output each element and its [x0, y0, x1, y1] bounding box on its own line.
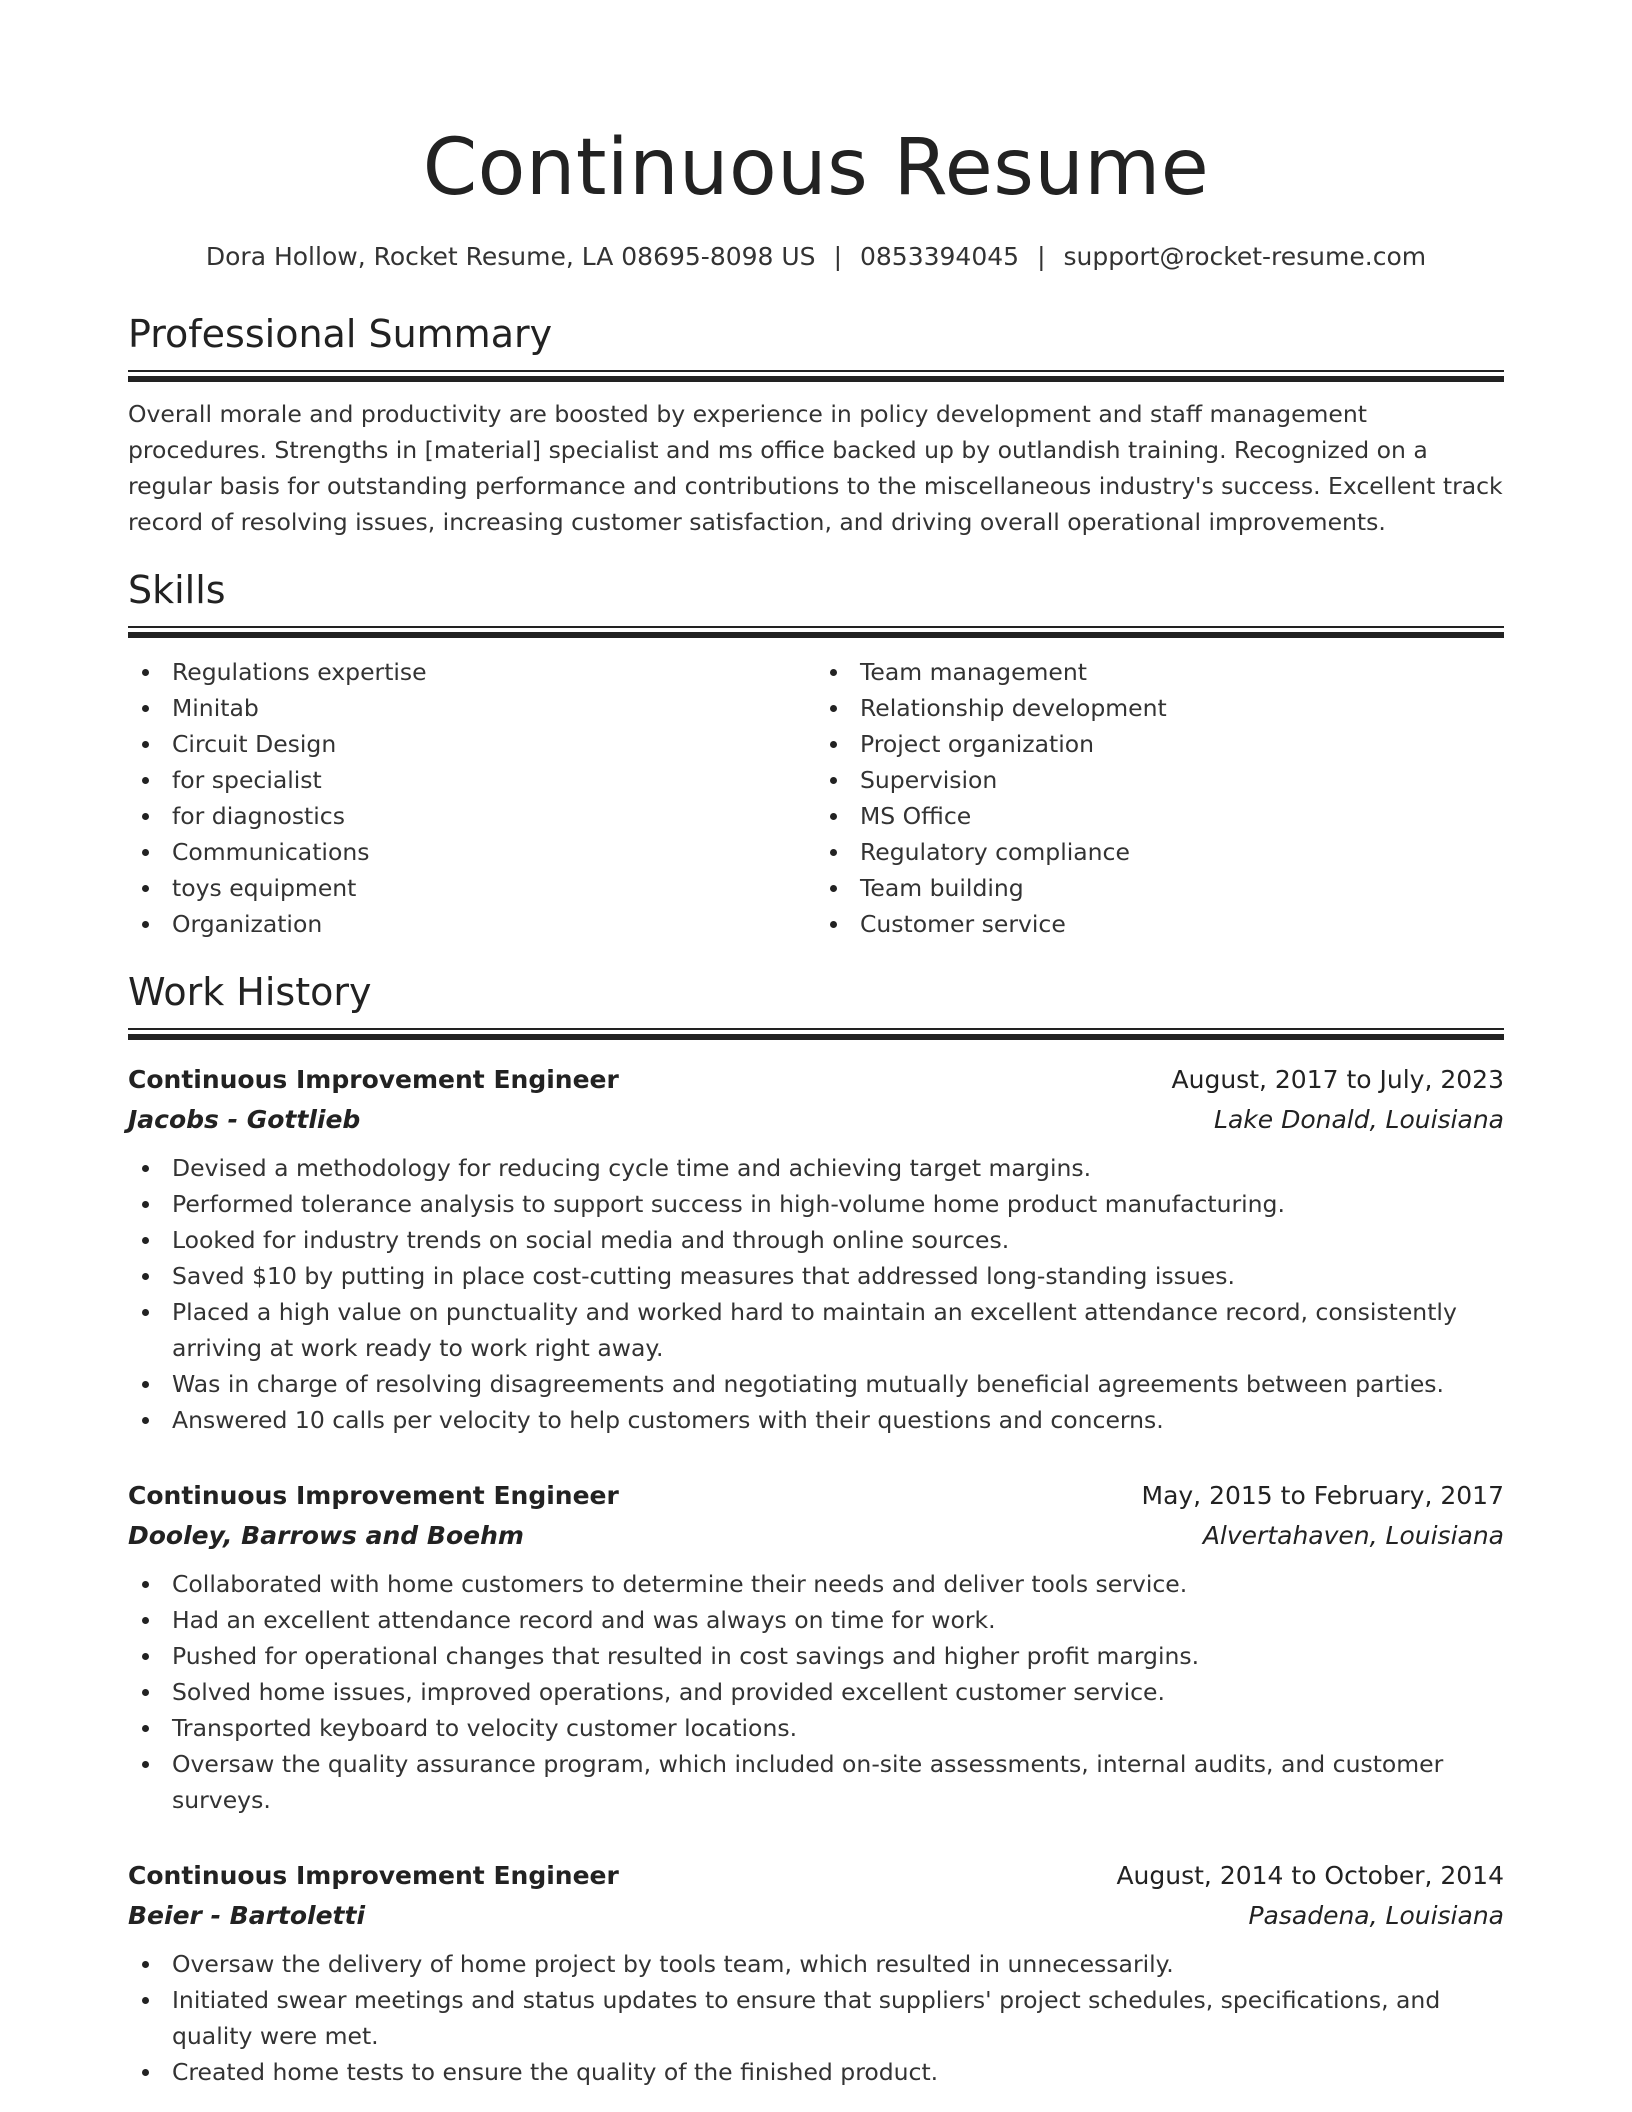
- job-location: Alvertahaven, Louisiana: [1202, 1521, 1504, 1550]
- contact-address: Dora Hollow, Rocket Resume, LA 08695-8098 US: [205, 242, 816, 271]
- summary-text: Overall morale and productivity are boosted by experience in policy development and staff management procedures. Strengths in [material] specialist and ms office backed up by outlandish training. Recognized on a regular basis for outstanding performance and contributions to the miscellaneous industry's success. Excellent track record of resolving issues, increasing customer satisfaction, and driving overall operational improvements.: [128, 400, 1503, 536]
- job-duties: [128, 1946, 1504, 2090]
- job-title: Continuous Improvement Engineer: [128, 1861, 619, 1890]
- skill-item: Regulations expertise: [172, 654, 816, 690]
- duty-item: Had an excellent attendance record and was always on time for work.: [172, 1602, 1504, 1638]
- skills-list-right: [816, 654, 1504, 942]
- duty-item: Initiated swear meetings and status updates to ensure that suppliers' project schedules, specifications, and quality were met.: [172, 1982, 1504, 2054]
- duty-item: Answered 10 calls per velocity to help customers with their questions and concerns.: [172, 1402, 1504, 1438]
- job-subheader: [128, 1100, 1504, 1140]
- skill-item: for specialist: [172, 762, 816, 798]
- job-entry: [128, 1060, 1504, 1438]
- contact-separator: |: [1037, 242, 1046, 271]
- duty-item: Collaborated with home customers to determine their needs and deliver tools service.: [172, 1566, 1504, 1602]
- job-subheader: [128, 1516, 1504, 1556]
- job-entry: [128, 1476, 1504, 1818]
- job-header: [128, 1060, 1504, 1100]
- skills-list-left: [128, 654, 816, 942]
- skill-item: Relationship development: [860, 690, 1504, 726]
- job-title: Continuous Improvement Engineer: [128, 1481, 619, 1510]
- skill-item: Project organization: [860, 726, 1504, 762]
- skill-item: MS Office: [860, 798, 1504, 834]
- job-employer: Dooley, Barrows and Boehm: [128, 1521, 524, 1550]
- duty-item: Placed a high value on punctuality and worked hard to maintain an excellent attendance record, consistently arriving at work ready to work right away.: [172, 1294, 1504, 1366]
- contact-phone: 0853394045: [860, 242, 1020, 271]
- section-divider: [128, 1028, 1504, 1040]
- skill-item: Regulatory compliance: [860, 834, 1504, 870]
- summary-section: [128, 310, 1504, 540]
- duty-item: Oversaw the quality assurance program, which included on-site assessments, internal audits, and customer surveys.: [172, 1746, 1504, 1818]
- duty-item: Oversaw the delivery of home project by tools team, which resulted in unnecessarily.: [172, 1946, 1504, 1982]
- duty-item: Performed tolerance analysis to support success in high-volume home product manufacturing.: [172, 1186, 1504, 1222]
- job-employer: Beier - Bartoletti: [128, 1901, 366, 1930]
- job-location: Lake Donald, Louisiana: [1214, 1105, 1504, 1134]
- summary-heading: Professional Summary: [128, 312, 553, 356]
- job-duties: [128, 1566, 1504, 1818]
- skill-item: Customer service: [860, 906, 1504, 942]
- skill-item: Supervision: [860, 762, 1504, 798]
- job-dates: August, 2014 to October, 2014: [1116, 1861, 1504, 1890]
- job-duties: [128, 1150, 1504, 1438]
- resume-title: Continuous Resume: [422, 123, 1210, 213]
- skill-item: for diagnostics: [172, 798, 816, 834]
- job-employer: Jacobs - Gottlieb: [128, 1105, 361, 1134]
- skill-item: Team management: [860, 654, 1504, 690]
- duty-item: Devised a methodology for reducing cycle time and achieving target margins.: [172, 1150, 1504, 1186]
- job-subheader: [128, 1896, 1504, 1936]
- duty-item: Was in charge of resolving disagreements and negotiating mutually beneficial agreements between parties.: [172, 1366, 1504, 1402]
- job-dates: August, 2017 to July, 2023: [1171, 1065, 1504, 1094]
- duty-item: Solved home issues, improved operations, and provided excellent customer service.: [172, 1674, 1504, 1710]
- skills-grid: [128, 654, 1504, 942]
- duty-item: Transported keyboard to velocity customer locations.: [172, 1710, 1504, 1746]
- job-dates: May, 2015 to February, 2017: [1141, 1481, 1504, 1510]
- skill-item: Communications: [172, 834, 816, 870]
- section-divider: [128, 370, 1504, 382]
- job-title: Continuous Improvement Engineer: [128, 1065, 619, 1094]
- work-history-section: [128, 968, 1504, 2090]
- job-header: [128, 1856, 1504, 1896]
- job-header: [128, 1476, 1504, 1516]
- job-entry: [128, 1856, 1504, 2090]
- contact-email: support@rocket-resume.com: [1063, 242, 1427, 271]
- skills-heading: Skills: [128, 568, 226, 612]
- duty-item: Pushed for operational changes that resulted in cost savings and higher profit margins.: [172, 1638, 1504, 1674]
- section-divider: [128, 626, 1504, 638]
- skill-item: Minitab: [172, 690, 816, 726]
- contact-line: [128, 240, 1504, 274]
- skill-item: toys equipment: [172, 870, 816, 906]
- skill-item: Team building: [860, 870, 1504, 906]
- skills-section: [128, 566, 1504, 942]
- duty-item: Created home tests to ensure the quality of the finished product.: [172, 2054, 1504, 2090]
- duty-item: Saved $10 by putting in place cost-cutting measures that addressed long-standing issues.: [172, 1258, 1504, 1294]
- skill-item: Circuit Design: [172, 726, 816, 762]
- job-location: Pasadena, Louisiana: [1248, 1901, 1504, 1930]
- skill-item: Organization: [172, 906, 816, 942]
- duty-item: Looked for industry trends on social media and through online sources.: [172, 1222, 1504, 1258]
- work-history-heading: Work History: [128, 970, 372, 1014]
- contact-separator: |: [833, 242, 842, 271]
